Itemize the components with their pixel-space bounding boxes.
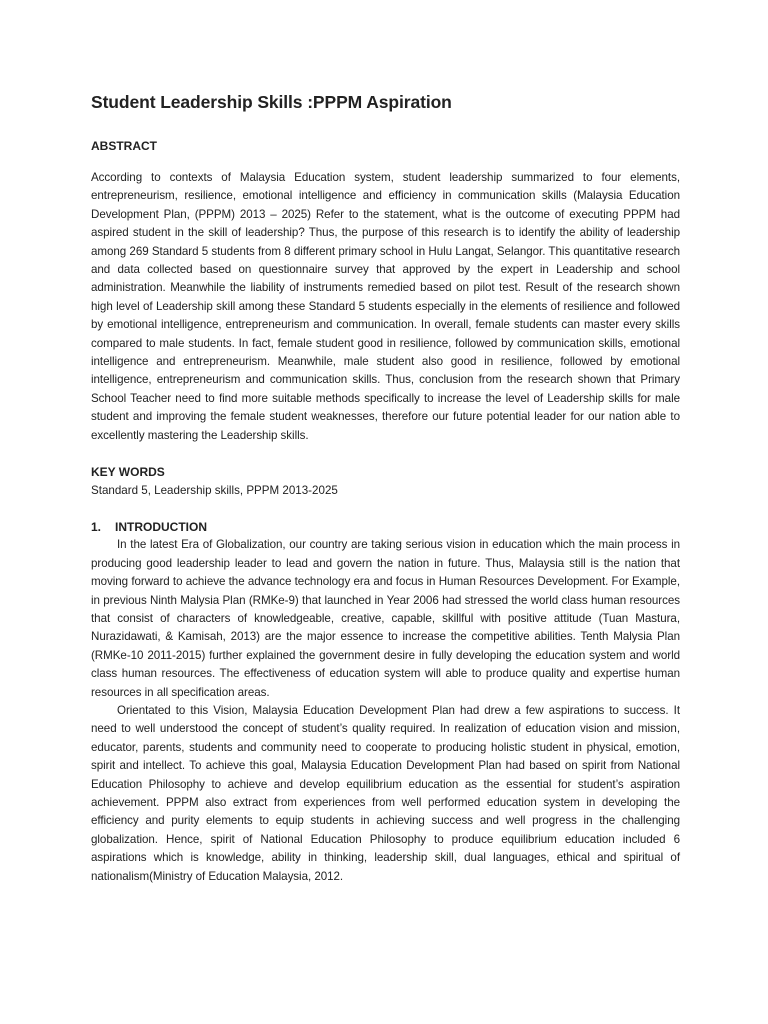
paper-title: Student Leadership Skills :PPPM Aspiration (91, 92, 452, 112)
abstract-text: According to contexts of Malaysia Education system, student leadership summarized to four elements, entrepreneurism, resilience, emotional intelligence and efficiency in communication skills (Malaysia Education Development Plan, (PPPM) 2013 – 2025) Refer to the statement, what is the outcome of executing PPPM had aspired student in the skill of leadership? Thus, the purpose of this research is to identify the ability of leadership among 269 Standard 5 students from 8 different primary school in Hulu Langat, Selangor. This quantitative research and data collected based on questionnaire survey that approved by the expert in Leadership and school administration. Meanwhile the liability of instruments remedied based on pilot test. Result of the research shown high level of Leadership skill among these Standard 5 students especially in the elements of resilience and followed by emotional intelligence, entrepreneurism and communication. In overall, female students can master every skills compared to male students. In fact, female student good in resilience, followed by communication skills, emotional intelligence and entrepreneurism. Meanwhile, male student also good in resilience, followed by emotional intelligence, entrepreneurism and communication skills. Thus, conclusion from the research shown that Primary School Teacher need to find more suitable methods specifically to increase the level of Leadership skills for male student and improving the female student weaknesses, therefore our future potential leader for our nation able to excellently mastering the Leadership skills. (91, 171, 680, 442)
abstract-heading: ABSTRACT (91, 139, 157, 153)
introduction-heading (91, 518, 680, 536)
keywords-text: Standard 5, Leadership skills, PPPM 2013-2025 (91, 483, 338, 497)
keywords-heading: KEY WORDS (91, 465, 165, 480)
section-number: 1. (91, 519, 102, 534)
section-title: INTRODUCTION (115, 519, 207, 534)
intro-paragraph-2: Orientated to this Vision, Malaysia Education Development Plan had drew a few aspirations to success. It need to well understood the concept of student’s quality required. In realization of education vision and mission, educator, parents, students and community need to cooperate to producing holistic student in physical, emotion, spirit and intellect. To achieve this goal, Malaysia Education Development Plan had based on spirit from National Education Philosophy to achieve and develop equilibrium education as the essential for student’s aspiration achievement. PPPM also extract from experiences from well performed education system in developing the efficiency and purity elements to equip students in achieving success and well progress in the challenging globalization. Hence, spirit of National Education Philosophy to produce equilibrium education included 6 aspirations which is knowledge, ability in thinking, leadership skill, dual languages, ethical and spiritual of nationalism(Ministry of Education Malaysia, 2012. (91, 703, 680, 883)
intro-paragraph-1: In the latest Era of Globalization, our country are taking serious vision in education which the main process in producing good leadership leader to lead and govern the nation in future. Thus, Malaysia still is the nation that moving forward to achieve the advance technology era and focus in Human Resources Development. For Example, in previous Ninth Malysia Plan (RMKe-9) that launched in Year 2006 had stressed the world class human resources that consist of characters of knowledgeable, creative, capable, skillful with positive attitude (Tuan Mastura, Nurazidawati, & Kamisah, 2013) are the major essence to increase the competitive abilities. Tenth Malysia Plan (RMKe-10 2011-2015) further explained the government desire in fully developing the education system and world class human resources. The effectiveness of education system will able to produce quality and expertise human resources in all specification areas. (91, 538, 680, 699)
